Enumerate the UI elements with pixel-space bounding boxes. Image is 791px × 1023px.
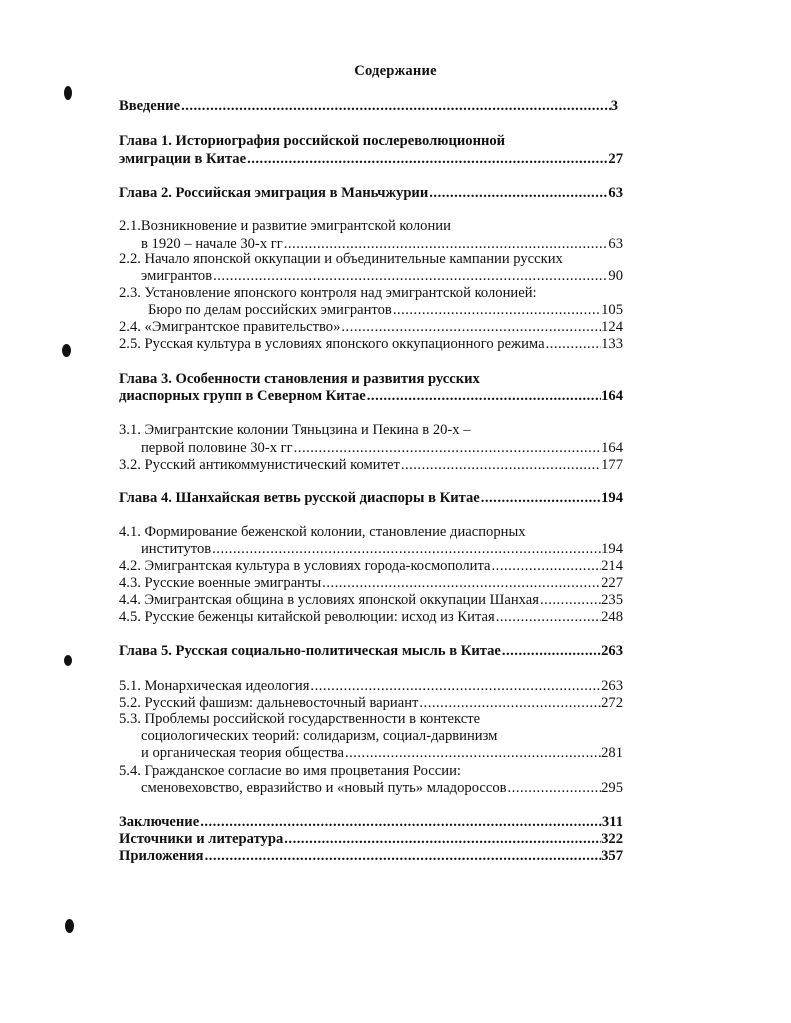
leader-dots [321, 574, 601, 592]
toc-page-number: 194 [601, 490, 623, 506]
toc-page-number: 235 [601, 592, 623, 608]
toc-entry-section-3-2[interactable] [119, 456, 623, 474]
toc-page-number: 105 [601, 302, 623, 318]
toc-entry-section-2-3[interactable] [148, 301, 623, 319]
toc-page-number: 90 [608, 268, 623, 284]
toc-entry-chapter-1[interactable] [119, 150, 623, 168]
toc-entry-section-2-4[interactable] [119, 318, 623, 336]
toc-entry-section-4-1[interactable] [141, 540, 623, 558]
toc-entry-label: 5.2. Русский фашизм: дальневосточный вариант [119, 695, 419, 711]
leader-dots [480, 489, 601, 507]
toc-entry-label: 2.4. «Эмигрантское правительство» [119, 319, 341, 335]
toc-entry-section-5-4[interactable] [141, 779, 623, 797]
toc-entry-label: институтов [141, 541, 212, 557]
toc-entry-chapter-3[interactable] [119, 387, 623, 405]
toc-entry-label: первой половине 30-х гг [141, 440, 293, 456]
scan-blot [62, 344, 71, 357]
scan-blot [64, 655, 72, 666]
leader-dots [545, 335, 602, 353]
toc-entry-sources[interactable] [119, 830, 623, 848]
toc-page-number: 248 [601, 609, 623, 625]
toc-entry-appendix[interactable] [119, 847, 623, 865]
toc-section-2-2-line1[interactable]: 2.2. Начало японской оккупации и объединительные кампании русских [119, 251, 563, 267]
toc-entry-label: и органическая теория общества [141, 745, 344, 761]
toc-entry-label: Заключение [119, 814, 200, 830]
toc-chapter-1-line1[interactable]: Глава 1. Историография российской послереволюционной [119, 133, 506, 149]
toc-page-number: 322 [601, 831, 623, 847]
toc-entry-conclusion[interactable] [119, 813, 623, 831]
toc-section-3-1-line1[interactable]: 3.1. Эмигрантские колонии Тяньцзина и Пекина в 20-х – [119, 422, 471, 438]
toc-page-number: 263 [601, 643, 623, 659]
leader-dots [246, 150, 608, 168]
toc-entry-label: сменовеховство, евразийство и «новый путь» младороссов [141, 780, 507, 796]
leader-dots [204, 847, 602, 865]
toc-page-number: 63 [608, 185, 623, 201]
toc-entry-label: Глава 2. Российская эмиграция в Маньчжурии [119, 185, 429, 201]
leader-dots [340, 318, 601, 336]
leader-dots [293, 439, 601, 457]
toc-section-5-3-line2[interactable]: социологических теорий: солидаризм, социал-дарвинизм [141, 728, 498, 744]
leader-dots [428, 184, 608, 202]
leader-dots [392, 301, 601, 319]
toc-entry-chapter-5[interactable] [119, 642, 623, 660]
leader-dots [211, 540, 601, 558]
toc-entry-section-4-4[interactable] [119, 591, 623, 609]
toc-page-number: 295 [601, 780, 623, 796]
toc-page-number: 63 [608, 236, 623, 252]
toc-entry-section-5-1[interactable] [119, 677, 623, 695]
toc-page-number: 133 [601, 336, 623, 352]
toc-page-number: 164 [601, 388, 623, 404]
toc-entry-section-2-2[interactable] [141, 267, 623, 285]
leader-dots [507, 779, 602, 797]
toc-page-number: 311 [601, 814, 623, 830]
leader-dots [495, 608, 601, 626]
toc-entry-label: Введение [119, 98, 181, 114]
toc-entry-label: эмиграции в Китае [119, 151, 247, 167]
leader-dots [366, 387, 601, 405]
toc-entry-section-4-3[interactable] [119, 574, 623, 592]
leader-dots [180, 97, 611, 115]
toc-entry-label: Бюро по делам российских эмигрантов [148, 302, 392, 318]
toc-entry-label: 4.5. Русские беженцы китайской революции: исход из Китая [119, 609, 495, 625]
toc-entry-label: 5.1. Монархическая идеология [119, 678, 310, 694]
toc-section-4-1-line1[interactable]: 4.1. Формирование беженской колонии, становление диаспорных [119, 524, 526, 540]
leader-dots [344, 744, 601, 762]
leader-dots [212, 267, 608, 285]
toc-entry-label: Источники и литература [119, 831, 284, 847]
toc-entry-intro[interactable] [119, 97, 618, 115]
toc-page-number: 281 [601, 745, 623, 761]
toc-section-2-3-line1[interactable]: 2.3. Установление японского контроля над эмигрантской колонией: [119, 285, 537, 301]
toc-page-number: 263 [601, 678, 623, 694]
leader-dots [501, 642, 601, 660]
scan-blot [64, 86, 72, 100]
toc-page-number: 124 [601, 319, 623, 335]
toc-entry-section-5-3[interactable] [141, 744, 623, 762]
toc-entry-label: Глава 5. Русская социально-политическая мысль в Китае [119, 643, 501, 659]
toc-entry-label: Глава 4. Шанхайская ветвь русской диаспоры в Китае [119, 490, 480, 506]
toc-entry-label: 4.2. Эмигрантская культура в условиях города-космополита [119, 558, 491, 574]
toc-entry-chapter-4[interactable] [119, 489, 623, 507]
toc-page-number: 272 [601, 695, 623, 711]
leader-dots [283, 830, 601, 848]
toc-entry-label: эмигрантов [141, 268, 213, 284]
toc-page-number: 164 [601, 440, 623, 456]
toc-entry-section-2-5[interactable] [119, 335, 623, 353]
leader-dots [199, 813, 602, 831]
toc-page-number: 227 [601, 575, 623, 591]
toc-page-number: 27 [608, 151, 623, 167]
toc-entry-label: Приложения [119, 848, 204, 864]
toc-entry-chapter-2[interactable] [119, 184, 623, 202]
toc-page-number: 194 [601, 541, 623, 557]
leader-dots [309, 677, 601, 695]
toc-page-number: 357 [601, 848, 623, 864]
toc-section-2-1-line1[interactable]: 2.1.Возникновение и развитие эмигрантской колонии [119, 218, 451, 234]
toc-entry-label: 3.2. Русский антикоммунистический комитет [119, 457, 400, 473]
toc-entry-label: диаспорных групп в Северном Китае [119, 388, 366, 404]
scan-blot [65, 919, 74, 933]
toc-entry-label: 4.3. Русские военные эмигранты [119, 575, 322, 591]
page-title: Содержание [354, 63, 437, 79]
toc-page-number: 214 [601, 558, 623, 574]
toc-section-5-4-line1[interactable]: 5.4. Гражданское согласие во имя процветания России: [119, 763, 461, 779]
leader-dots [491, 557, 602, 575]
toc-entry-label: в 1920 – начале 30-х гг [141, 236, 283, 252]
toc-entry-label: 4.4. Эмигрантская община в условиях японской оккупации Шанхая [119, 592, 539, 608]
toc-page-number: 177 [601, 457, 623, 473]
toc-page-number: 3 [610, 98, 618, 114]
toc-entry-section-4-2[interactable] [119, 557, 623, 575]
toc-section-5-3-line1[interactable]: 5.3. Проблемы российской государственности в контексте [119, 711, 481, 727]
leader-dots [539, 591, 601, 609]
toc-entry-section-4-5[interactable] [119, 608, 623, 626]
toc-entry-section-3-1[interactable] [141, 439, 623, 457]
toc-entry-label: 2.5. Русская культура в условиях японского оккупационного режима [119, 336, 545, 352]
toc-chapter-3-line1[interactable]: Глава 3. Особенности становления и развития русских [119, 371, 480, 387]
leader-dots [400, 456, 601, 474]
